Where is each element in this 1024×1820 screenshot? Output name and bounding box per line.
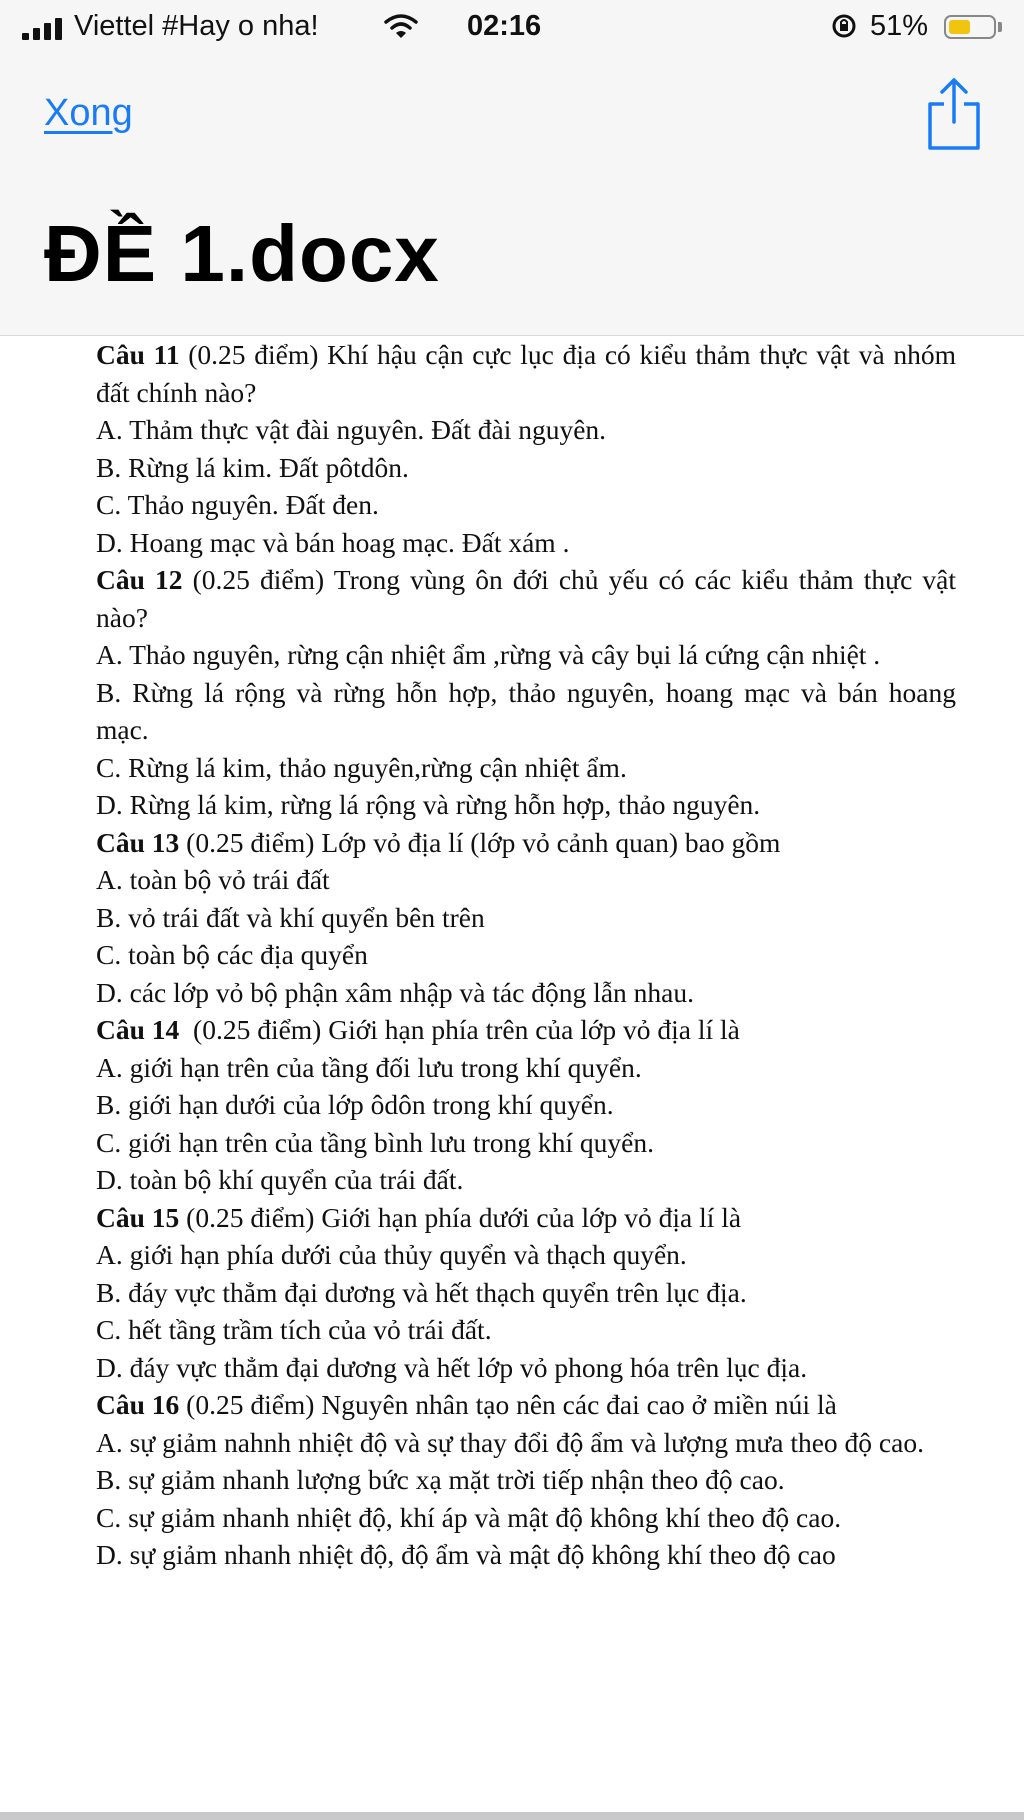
carrier-name: Viettel #Hay o nha!: [74, 10, 319, 42]
battery-tip: [998, 22, 1002, 32]
battery-percent: 51%: [870, 10, 929, 42]
answer-option: A. toàn bộ vỏ trái đất: [96, 864, 330, 895]
answer-option: C. Rừng lá kim, thảo nguyên,rừng cận nhiệt ẩm.: [96, 751, 627, 783]
question-stem: [96, 336, 963, 411]
answer-option: B. Rừng lá kim. Đất pôtdôn.: [96, 451, 409, 483]
clock: 02:16: [467, 10, 542, 42]
share-icon[interactable]: [924, 76, 984, 152]
orientation-lock-icon: [830, 12, 858, 48]
answer-option: D. các lớp vỏ bộ phận xâm nhập và tác động lẫn nhau.: [96, 976, 694, 1008]
done-button[interactable]: Xong: [44, 92, 133, 134]
question-stem: [96, 561, 963, 636]
battery-icon: [944, 15, 996, 39]
question-text: (0.25 điểm) Khí hậu cận cực lục địa có kiểu thảm thực vật và nhóm đất chính nào?: [96, 339, 963, 408]
answer-option: B. giới hạn dưới của lớp ôdôn trong khí quyển.: [96, 1089, 614, 1120]
document-header: [0, 0, 1024, 336]
battery-level: [949, 20, 970, 34]
question-text: (0.25 điểm) Giới hạn phía trên của lớp vỏ địa lí là: [179, 1014, 740, 1045]
bottom-edge: [0, 1812, 1024, 1820]
answer-option: D. Rừng lá kim, rừng lá rộng và rừng hỗn hợp, thảo nguyên.: [96, 789, 761, 820]
document-title: ĐỀ 1.docx: [44, 209, 440, 298]
question-stem: [96, 1199, 956, 1237]
answer-option: D. đáy vực thẳm đại dương và hết lớp vỏ phong hóa trên lục địa.: [96, 1351, 808, 1383]
answer-option: C. sự giảm nhanh nhiệt độ, khí áp và mật độ không khí theo độ cao.: [96, 1501, 842, 1533]
question-block: [96, 1011, 956, 1199]
answer-option: C. Thảo nguyên. Đất đen.: [96, 489, 379, 520]
question-block: [96, 1199, 956, 1387]
question-text: (0.25 điểm) Lớp vỏ địa lí (lớp vỏ cảnh quan) bao gồm: [179, 826, 781, 858]
question-stem: [96, 1386, 956, 1424]
question-stem: [96, 824, 956, 862]
answer-option: B. Rừng lá rộng và rừng hỗn hợp, thảo nguyên, hoang mạc và bán hoang mạc.: [96, 676, 956, 745]
question-block: [96, 561, 963, 824]
answer-option: C. hết tầng trầm tích của vỏ trái đất.: [96, 1314, 492, 1345]
answer-option: C. toàn bộ các địa quyển: [96, 939, 368, 970]
answer-option: B. sự giảm nhanh lượng bức xạ mặt trời tiếp nhận theo độ cao.: [96, 1464, 785, 1495]
question-number: Câu 12: [96, 564, 183, 595]
answer-option: A. sự giảm nahnh nhiệt độ và sự thay đổi độ ẩm và lượng mưa theo độ cao.: [96, 1426, 924, 1458]
wifi-icon: [384, 12, 418, 48]
answer-option: A. giới hạn trên của tầng đối lưu trong khí quyển.: [96, 1051, 642, 1083]
question-text: (0.25 điểm) Trong vùng ôn đới chủ yếu có các kiểu thảm thực vật nào?: [96, 564, 963, 633]
answer-option: B. vỏ trái đất và khí quyển bên trên: [96, 901, 485, 933]
question-number: Câu 15: [96, 1201, 180, 1233]
signal-icon: [22, 18, 66, 40]
question-block: [96, 336, 963, 561]
answer-option: A. giới hạn phía dưới của thủy quyển và thạch quyển.: [96, 1239, 687, 1270]
answer-option: A. Thảo nguyên, rừng cận nhiệt ẩm ,rừng và cây bụi lá cứng cận nhiệt .: [96, 639, 881, 670]
answer-option: B. đáy vực thẳm đại dương và hết thạch quyển trên lục địa.: [96, 1276, 747, 1308]
answer-option: D. Hoang mạc và bán hoag mạc. Đất xám .: [96, 526, 570, 558]
question-number: Câu 14: [96, 1014, 180, 1045]
answer-option: D. toàn bộ khí quyển của trái đất.: [96, 1164, 464, 1195]
answer-option: A. Thảm thực vật đài nguyên. Đất đài nguyên.: [96, 414, 607, 445]
question-text: (0.25 điểm) Nguyên nhân tạo nên các đai cao ở miền núi là: [179, 1389, 837, 1420]
question-number: Câu 11: [96, 339, 180, 370]
status-bar: [0, 0, 1024, 58]
question-number: Câu 16: [96, 1389, 180, 1420]
answer-option: D. sự giảm nhanh nhiệt độ, độ ẩm và mật độ không khí theo độ cao: [96, 1539, 836, 1570]
question-stem: [96, 1011, 956, 1049]
question-block: [96, 1386, 956, 1574]
question-text: (0.25 điểm) Giới hạn phía dưới của lớp vỏ địa lí là: [179, 1201, 742, 1233]
question-number: Câu 13: [96, 826, 180, 858]
answer-option: C. giới hạn trên của tầng bình lưu trong khí quyển.: [96, 1126, 654, 1158]
question-block: [96, 824, 956, 1012]
document-body[interactable]: [96, 336, 963, 1820]
